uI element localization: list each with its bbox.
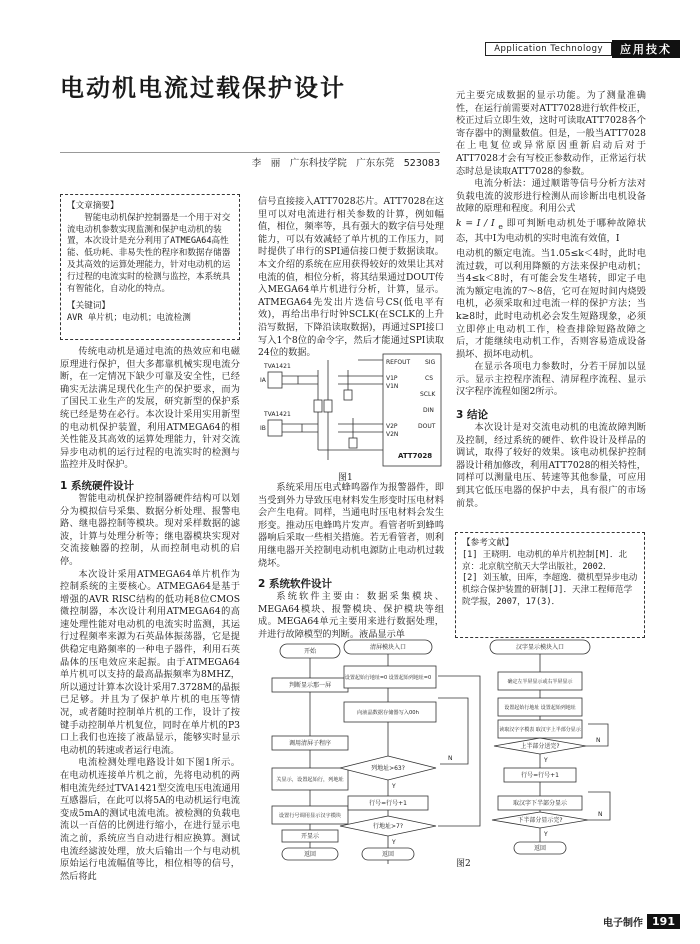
col3-paragraph-3: 电动机的额定电流。当1.05≤k＜4时，此时电流过载，可以利用降额的方法来保护电动机；当4≤k＜8时，有可能会发生堵转，即定子电流为额定电流的7～8倍，它可在短时间内烧毁电机，必须采取和过电流一样的保护方法；当k≥8时，此时电动机必会发生短路现象，必须立即停止电动机工作，检查排除短路故障之后，才能继续电动机工作，否则容易造成设备损坏、损坏电动机。: [456, 247, 646, 360]
figure-1-caption: 图1: [338, 473, 353, 483]
pin-v1p: V1P: [386, 375, 398, 382]
flow2-decision-2-text: 行地址>7?: [372, 823, 404, 830]
flow3-decision-2-text: 下半部分显示完?: [517, 817, 563, 824]
figure-2-flowcharts: [258, 636, 658, 868]
section-tag-cn: 应用技术: [612, 40, 680, 58]
col3-paragraph-2b: 即可判断电动机处于哪种故障状态，其中I为电动机的实时电流有效值，I: [456, 217, 646, 245]
pin-din: DIN: [423, 407, 434, 414]
keywords-label: 【关键词】: [67, 301, 110, 312]
figure-2-caption: 图2: [456, 859, 471, 869]
col2-paragraph-1: 信号直接接入ATT7028芯片。ATT7028在这里可以对电流进行相关参数的计算，例如幅值，相位，频率等，具有强大的数字信号处理能力，可以有效减轻了单片机的工作压力，同时提供了串行的SPI通信接口便于数据读取。本文介绍的系统在应用获得较好的效果让其对电流的值，相位分析，将其结果通过DOUT传入MEGA64单片机进行分析，计算，显示。ATMEGA64先发出片选信号CS(低电平有效)，再给出串行时钟SCLK(在SCLK的上升沿写数据，下降沿读取数据)，再通过SPI接口写入1个8位的命令字，然后才能通过SPI读取24位的数据。: [258, 196, 444, 359]
flow3-step-1-text: 确定左半屏显示或右半屏显示: [507, 679, 573, 685]
section-3-heading: 3 结论: [456, 409, 488, 422]
flow2-y-2: Y: [392, 839, 396, 846]
hardware-paragraph-1: 智能电动机保护控制器硬件结构可以划分为模拟信号采集、数据分析处理、报警电路、继电器控制等模块。现对采样数据的滤波，计算与处理分析等；继电器模块实现对交流接触器的控制，从而控制电动机的启停。: [60, 492, 240, 567]
abstract-box: [60, 194, 240, 340]
pin-sig: SIG: [425, 359, 436, 366]
col3-paragraph-1: 元主要完成数据的显示功能。为了测量准确性，在运行前需要对ATT7028进行软件校正，校正过后立即生效，这时可读取ATT7028各个寄存器中的测量数值。但是，一般当ATT7028在上电复位或异常原因重新启动后对于ATT7028才会有写校正参数动作，正常运行状态时总是读取ATT7028的参数。: [456, 90, 646, 177]
pin-cs: CS: [425, 375, 433, 382]
resistor-1: [314, 400, 322, 412]
flowchart-hanzi: [490, 640, 610, 854]
flow3-n-2: N: [598, 811, 603, 818]
pin-v2n: V2N: [386, 431, 399, 438]
flow1-end-text: 返回: [303, 851, 317, 858]
section-2-heading: 2 系统软件设计: [258, 578, 332, 591]
flow1-step-2-text: 调用清屏子程序: [288, 740, 332, 747]
pin-v1n: V1N: [386, 383, 399, 390]
keywords-text: AVR 单片机；电动机；电流检测: [67, 313, 191, 324]
section-1-heading: 1 系统硬件设计: [60, 479, 134, 492]
page-footer: [603, 914, 680, 929]
figure-1-circuit: [258, 350, 444, 470]
flow2-step-1-text: 设置起始行地址=0 设置起始列地址=0: [344, 675, 432, 681]
tva-label: TVA1421: [264, 363, 291, 370]
references-box: [455, 532, 645, 638]
author-line: 李 丽 广东科技学院 广东东莞 523083: [60, 152, 440, 169]
paper-title: 电动机电流过载保护设计: [60, 74, 346, 102]
col2-paragraph-3: 系统软件主要由：数据采集模块、MEGA64模块、报警模块、保护模块等组成。MEGA64单元主要用来进行数据处理，并进行故障模型的判断。液晶显示单: [258, 591, 444, 640]
magazine-name: 电子制作: [603, 918, 644, 929]
circuit-wires: [282, 360, 383, 460]
flow1-step-3-text: 关显示，设置起始行，列地址: [276, 777, 344, 783]
formula-sub: e: [498, 221, 503, 231]
formula-line: [456, 218, 646, 246]
col2-paragraph-2: 系统采用压电式蜂鸣器作为报警器件，即当受到外力导致压电材料发生形变时压电材料会产生电荷。同样，当通电时压电材料会发生形变。推动压电蜂鸣片发声。看管者听到蜂鸣器响后采取一些相关措施。若无看管者，则利用继电器开关控制电动机电源防止电动机过载烧坏。: [258, 482, 444, 569]
pin-v2p: V2P: [386, 423, 398, 430]
section-tag-en: Application Technology: [485, 42, 612, 56]
tva-label-2: TVA1421: [264, 411, 291, 418]
conclusion-paragraph: 本次设计是对交流电动机的电流故障判断及控制，经过系统的硬件、软件设计及样品的调试，取得了较好的效果。该电动机保护控制器设计稍加修改，利用ATT7028的相关特性，同样可以测量电压、转速等其他参量，可应用到其它低压电器的保护中去，具有很广的市场前景。: [456, 422, 646, 509]
formula: k = I / I: [456, 217, 495, 229]
reference-2: [2] 刘玉敏，田库，李超逸．微机型异步电动机综合保护装置的研制[J]．天津工程师范学院学报，2007，17(3)．: [462, 573, 638, 607]
intro-paragraph: 传统电动机是通过电流的热效应和电磁原理进行保护，但大多都靠机械实现电流分断，在一定情况下缺少可靠及安全性，已经确实无法满足现代化生产的保护要求，而为了国民工业生产的发展，研究新型的保护系统已经是势在必行。本次设计采用实用新型的电动机保护装置，利用ATMEGA64的相关性能及其高效的运算处理能力，针对交流异步电动机的运行过程的电流实时的检测与监控并及时保护。: [60, 346, 240, 471]
flow3-decision-1-text: 上半部分送完?: [520, 743, 560, 750]
flow2-step-2-text: 向液晶数据存储器写入00h: [357, 710, 419, 716]
transformer-a: [268, 372, 282, 388]
flow2-y-1: Y: [392, 783, 396, 790]
flow2-decision-1-text: 列地址>63?: [371, 765, 405, 772]
col3-paragraph-4: 在显示各项电力参数时，分若干屏加以显示。显示主控程序流程、清屏程序流程、显示汉字程序流程如图2所示。: [456, 361, 646, 398]
column-1: [60, 346, 240, 883]
column-2-top: [258, 196, 444, 360]
flow3-end-text: 返回: [533, 845, 547, 852]
flow3-y-1: Y: [544, 757, 548, 764]
resistor-4: [349, 438, 357, 448]
flow3-step-5-text: 取汉字下半部分显示: [512, 800, 568, 807]
ia-label: IA: [260, 377, 266, 384]
flow3-y-2: Y: [544, 831, 548, 838]
resistor-2: [324, 400, 332, 412]
flow2-start-text: 清屏模块入口: [369, 644, 407, 651]
hardware-paragraph-2: 本次设计采用ATMEGA64单片机作为控制系统的主要核心。ATMEGA64是基于增强的AVR RISC结构的低功耗8位CMOS微控制器，本次设计利用ATMEGA64的高速处理性能对电动机的电流实时监测，其运行过程频率来源为石英晶体振荡器，它是提供稳定电路频率的一种电子器件，利用石英晶体的压电效应来起振。由于ATMEGA64单片机可以支持的最高晶振频率为8MHZ，所以通过计算本次设计采用7.3728M的晶振已足够。并且为了保护单片机的电压等情况，或者随时控制单片机的工作，设计了按键手动控制单片机复位，同时在单片机的P3口上我们也连接了液晶显示，能够实时显示电动机的转速或者运行电流。: [60, 568, 240, 756]
flow1-step-4-text: 设置行号调用显示汉字模块: [278, 813, 342, 819]
flow3-step-3-text: 读取汉字字模表 取汉字上半部分显示: [499, 727, 581, 733]
pin-dout: DOUT: [418, 423, 436, 430]
hardware-paragraph-3: 电流检测处理电路设计如下图1所示。在电动机连接单片机之前，先将电动机的两相电流先经过TVA1421型交流电压电流通用互感器后，在此可以将5A的电动机运行电流变成5mA的测试电流电流。被检测的负载电流以一百倍的比例进行缩小，在进行显示电流之前，系统应当自动进行相应换算。测试电流经滤波处理，放大后输出一个与电动机原始运行电流幅值等比，相位相等的信号，然后将此: [60, 757, 240, 882]
flow1-step-1-text: 判断显示那一屏: [288, 682, 332, 689]
column-2-bottom: [258, 482, 444, 642]
flow3-step-4-text: 行号=行号+1: [521, 772, 559, 779]
flowchart-main: [272, 644, 348, 860]
reference-1: [1] 王晓明．电动机的单片机控制[M]．北京：北京航空航天大学出版社，2002．: [462, 549, 628, 572]
pin-sclk: SCLK: [420, 391, 436, 398]
chip-name: ATT7028: [398, 452, 433, 460]
col3-paragraph-2a: 电流分析法：通过顺谐等信号分析方法对负载电流的波形进行检测从而诊断出电机设备故障的原理和程度。利用公式: [456, 178, 646, 215]
flow1-step-5-text: 开显示: [300, 833, 320, 840]
flow3-n-1: N: [596, 737, 601, 744]
page-number: 191: [647, 914, 680, 929]
flow3-step-2-text: 设置起始行地址 设置起始列地址: [504, 705, 576, 711]
flow2-step-3-text: 行号=行号+1: [369, 800, 407, 807]
circuit-left: [260, 360, 383, 460]
references-label: 【参考文献】: [462, 538, 514, 548]
ib-label: IB: [260, 425, 266, 432]
flow2-n-1: N: [448, 755, 453, 762]
resistor-3: [344, 390, 352, 400]
flowchart-clear: [340, 640, 480, 864]
flow2-end-text: 返回: [381, 851, 395, 858]
flow3-start-text: 汉字显示模块入口: [515, 644, 565, 651]
abstract-text: 智能电动机保护控制器是一个用于对交流电动机参数实现监测和保护电动机的装置，本次设计是充分利用了ATMEGA64高性能、低功耗、非易失性的程序和数据存储器及其高效的运算处理能力，针对电动机的运行过程的电流实时的检测与监控，本系统具有智能化，自动化的特点。: [67, 212, 231, 294]
abstract-label: 【文章摘要】: [67, 201, 119, 211]
flow1-start-text: 开始: [303, 648, 317, 655]
column-3: [456, 90, 646, 510]
section-tag: [485, 40, 680, 58]
pin-refout: REFOUT: [386, 359, 411, 366]
transformer-b: [268, 420, 282, 436]
